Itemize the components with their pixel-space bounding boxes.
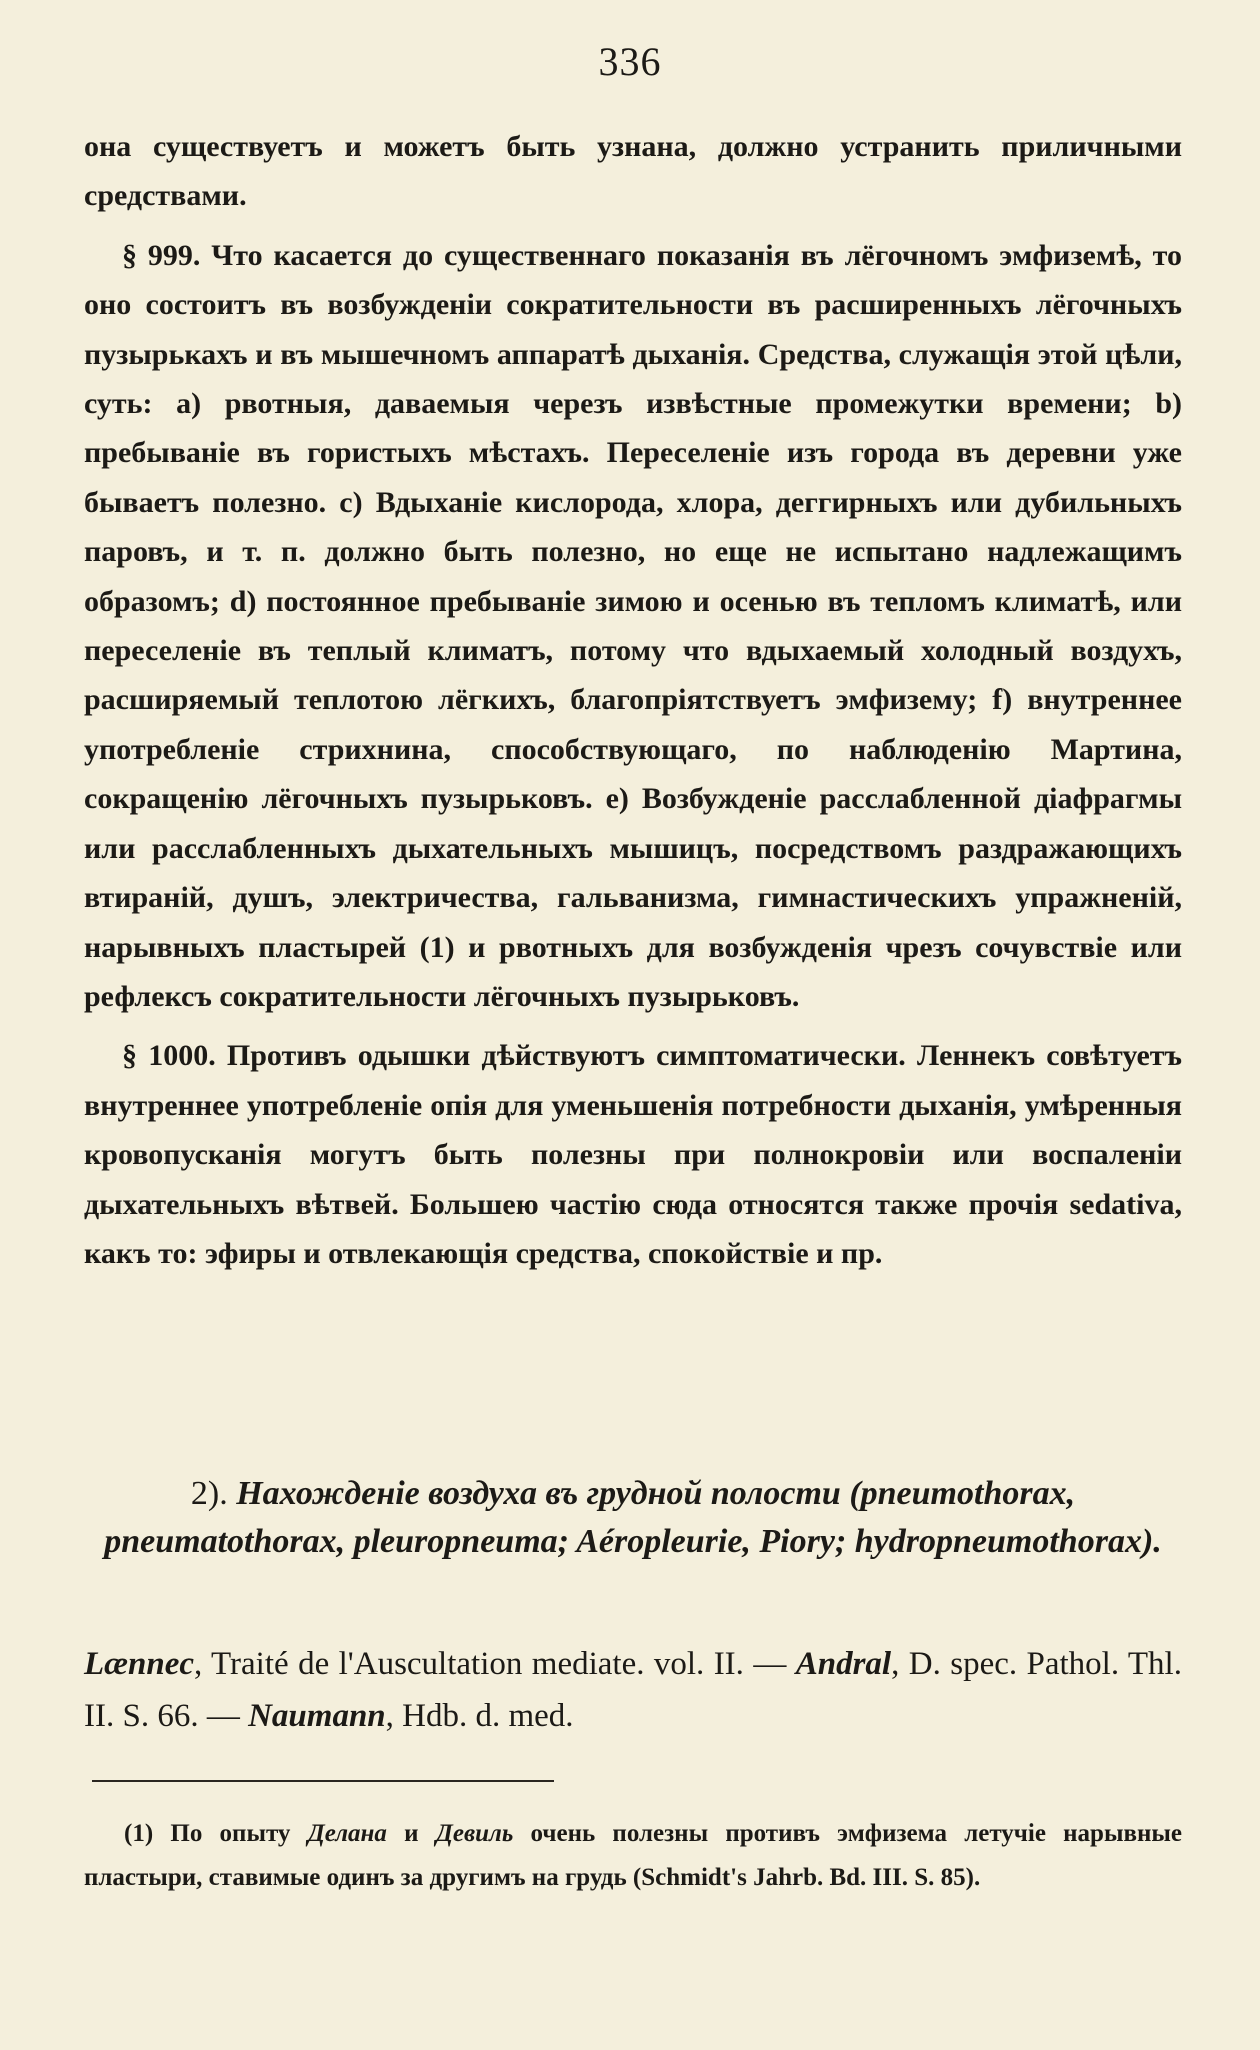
ref-text-1: , Traité de l'Auscultation mediate. vol. II. — bbox=[194, 1646, 796, 1682]
paragraph-999: § 999. Что касается до существеннаго показанія въ лёгочномъ эмфиземѣ, то оно состоитъ въ возбужденіи сократительности въ расширенныхъ лёгочныхъ пузырькахъ и въ мышечномъ аппаратѣ дыханія. Средства, служащія этой цѣли, суть: a) рвотныя, даваемыя черезъ извѣстные промежутки времени; b) пребываніе въ гористыхъ мѣстахъ. Переселеніе изъ города въ деревни уже бываетъ полезно. c) Вдыханіе кислорода, хлора, деггирныхъ или дубильныхъ паровъ, и т. п. должно быть полезно, но еще не испытано надлежащимъ образомъ; d) постоянное пребываніе зимою и осенью въ тепломъ климатѣ, или переселеніе въ теплый климатъ, потому что вдыхаемый холодный воздухъ, расширяемый теплотою лёгкихъ, благопріятствуетъ эмфизему; f) внутреннее употребленіе стрихнина, способствующаго, по наблюденію Мартина, сокращенію лёгочныхъ пузырьковъ. e) Возбужденіе расслабленной діафрагмы или расслабленныхъ дыхательныхъ мышицъ, посредствомъ раздражающихъ втираній, душъ, электричества, гальванизма, гимнастическихъ упражненій, нарывныхъ пластырей (1) и рвотныхъ для возбужденія чрезъ сочувствіе или рефлексъ сократительности лёгочныхъ пузырьковъ. bbox=[84, 238, 1182, 1013]
section-number: 2). bbox=[190, 1475, 228, 1512]
footnote-marker: (1) По опыту bbox=[124, 1820, 308, 1847]
references bbox=[84, 1638, 1182, 1742]
paragraph-continuation: она существуетъ и можетъ быть узнана, должно устранить приличными средствами. bbox=[84, 130, 1182, 213]
footnote-conj: и bbox=[386, 1820, 436, 1847]
page-number: 336 bbox=[598, 39, 662, 84]
section-title: Нахожденіе воздуха въ грудной полости (pneumothorax, pneumatothorax, pleuropneuma; Aéropleurie, Piory; hydropneumothorax). bbox=[104, 1475, 1162, 1560]
footnote bbox=[84, 1812, 1182, 1900]
ref-author-andral: Andral bbox=[795, 1646, 892, 1682]
main-text bbox=[84, 122, 1182, 1288]
ref-text-3: , Hdb. d. med. bbox=[385, 1698, 574, 1734]
ref-author-naumann: Naumann bbox=[248, 1698, 386, 1734]
footnote-author-devil: Девиль bbox=[435, 1820, 514, 1847]
footnote-text bbox=[84, 1812, 1182, 1900]
footnote-body: очень полезны противъ эмфизема летучіе нарывные пластыри, ставимые одинъ за другимъ на грудь (Schmidt's Jahrb. Bd. III. S. 85). bbox=[84, 1820, 1182, 1891]
ref-author-laennec: Lænnec bbox=[84, 1646, 194, 1682]
footnote-author-delana: Делана bbox=[307, 1820, 387, 1847]
footnote-divider bbox=[92, 1780, 554, 1782]
ref-text-2: , D. spec. Pathol. Thl. II. S. 66. — bbox=[84, 1646, 1182, 1734]
paragraph-1000: § 1000. Противъ одышки дѣйствуютъ симптоматически. Леннекъ совѣтуетъ внутреннее употребленіе опія для уменьшенія потребности дыханія, умѣренныя кровопусканія могутъ быть полезны при полнокровіи или воспаленіи дыхательныхъ вѣтвей. Большею частію сюда относятся также прочія sedativa, какъ то: эфиры и отвлекающія средства, спокойствіе и пр. bbox=[84, 1039, 1182, 1270]
section-heading bbox=[84, 1470, 1182, 1566]
